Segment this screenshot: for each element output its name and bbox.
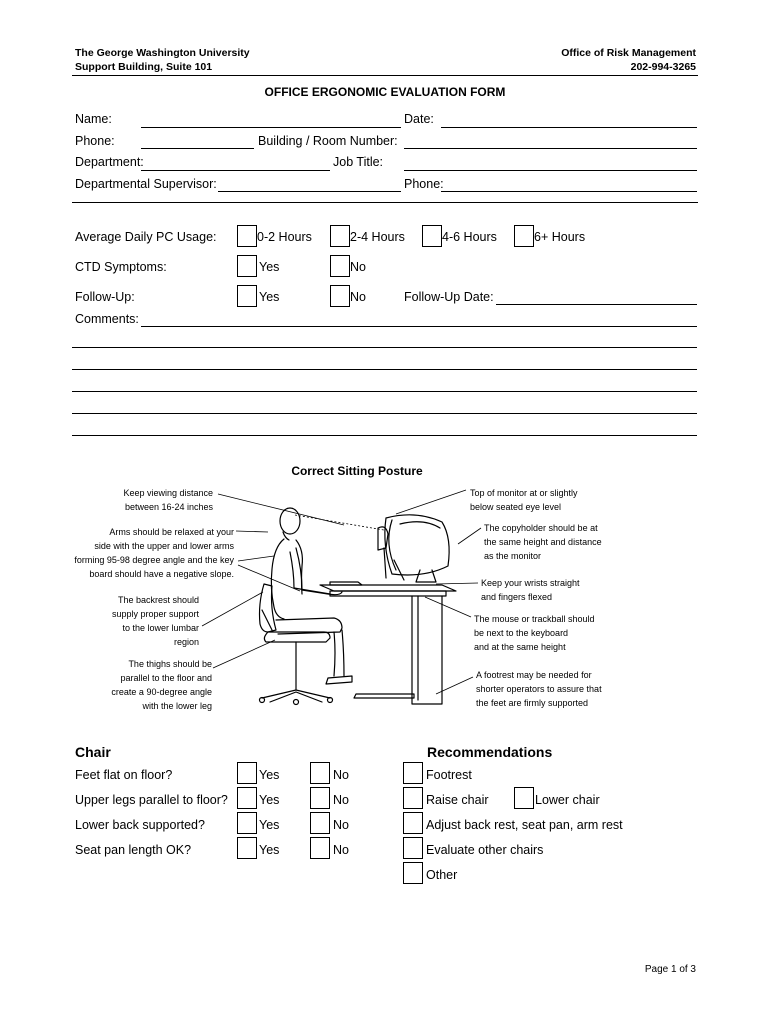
rec-lower-chair-label: Lower chair: [535, 793, 600, 807]
feet-no-label: No: [333, 768, 349, 782]
rec-footrest-checkbox[interactable]: [403, 762, 423, 784]
followup-no-label: No: [350, 290, 366, 304]
thighs-yes-checkbox[interactable]: [237, 787, 257, 809]
thighs-no-label: No: [333, 793, 349, 807]
rec-adjust-label: Adjust back rest, seat pan, arm rest: [426, 818, 623, 832]
thighs-yes-label: Yes: [259, 793, 280, 807]
chair-q-thighs-label: Upper legs parallel to floor?: [75, 793, 228, 807]
back-no-label: No: [333, 818, 349, 832]
chair-heading: Chair: [75, 744, 111, 760]
caption-monitor-top: Top of monitor at or slightly below seated eye level: [470, 488, 578, 512]
recommendations-heading: Recommendations: [427, 744, 553, 760]
chair-q-seatpan-label: Seat pan length OK?: [75, 843, 192, 857]
back-no-checkbox[interactable]: [310, 812, 330, 834]
caption-viewing-distance: Keep viewing distance between 16-24 inches: [123, 488, 213, 512]
usage-6plus-label: 6+ Hours: [534, 230, 586, 244]
rec-evaluate-label: Evaluate other chairs: [426, 843, 544, 857]
usage-2-4-label: 2-4 Hours: [350, 230, 405, 244]
rec-other-checkbox[interactable]: [403, 862, 423, 884]
usage-0-2-label: 0-2 Hours: [257, 230, 312, 244]
posture-title: Correct Sitting Posture: [291, 464, 423, 478]
comments-label: Comments:: [75, 312, 139, 326]
rec-footrest-label: Footrest: [426, 768, 472, 782]
supervisor-phone-label: Phone:: [404, 177, 444, 191]
rec-raise-chair-label: Raise chair: [426, 793, 489, 807]
seatpan-no-label: No: [333, 843, 349, 857]
office-name: Office of Risk Management: [561, 47, 696, 59]
seatpan-yes-label: Yes: [259, 843, 280, 857]
usage-4-6-label: 4-6 Hours: [442, 230, 497, 244]
office-phone: 202-994-3265: [630, 61, 696, 73]
rec-evaluate-checkbox[interactable]: [403, 837, 423, 859]
rec-adjust-checkbox[interactable]: [403, 812, 423, 834]
job-title-label: Job Title:: [333, 155, 384, 169]
caption-arms: Arms should be relaxed at your side with the upper and lower arms forming 95-98 degree angle and the key board should have a negative slope.: [74, 527, 234, 579]
phone-label: Phone:: [75, 134, 115, 148]
back-yes-label: Yes: [259, 818, 280, 832]
ctd-yes-label: Yes: [259, 260, 280, 274]
chair-q-feet-label: Feet flat on floor?: [75, 768, 173, 782]
ctd-label: CTD Symptoms:: [75, 260, 167, 274]
name-label: Name:: [75, 112, 112, 126]
seatpan-no-checkbox[interactable]: [310, 837, 330, 859]
pc-usage-label: Average Daily PC Usage:: [75, 230, 217, 244]
date-label: Date:: [404, 112, 434, 126]
caption-mouse: The mouse or trackball should be next to the keyboard and at the same height: [474, 614, 595, 652]
thighs-no-checkbox[interactable]: [310, 787, 330, 809]
ctd-no-label: No: [350, 260, 366, 274]
feet-no-checkbox[interactable]: [310, 762, 330, 784]
caption-copyholder: The copyholder should be at the same height and distance as the monitor: [484, 523, 602, 561]
caption-thighs: The thighs should be parallel to the floor and create a 90-degree angle with the lower leg: [111, 659, 212, 711]
back-yes-checkbox[interactable]: [237, 812, 257, 834]
form-title: OFFICE ERGONOMIC EVALUATION FORM: [264, 85, 506, 99]
rec-lower-chair-checkbox[interactable]: [514, 787, 534, 809]
building-address: Support Building, Suite 101: [75, 61, 213, 73]
rec-raise-chair-checkbox[interactable]: [403, 787, 423, 809]
feet-yes-checkbox[interactable]: [237, 762, 257, 784]
university-name: The George Washington University: [75, 47, 250, 59]
supervisor-label: Departmental Supervisor:: [75, 177, 217, 191]
rec-other-label: Other: [426, 868, 458, 882]
department-label: Department:: [75, 155, 144, 169]
feet-yes-label: Yes: [259, 768, 280, 782]
followup-yes-label: Yes: [259, 290, 280, 304]
followup-label: Follow-Up:: [75, 290, 135, 304]
caption-wrists: Keep your wrists straight and fingers flexed: [481, 578, 580, 602]
followup-date-label: Follow-Up Date:: [404, 290, 494, 304]
caption-backrest: The backrest should supply proper support to the lower lumbar region: [111, 595, 199, 647]
caption-footrest: A footrest may be needed for shorter operators to assure that the feet are firmly supported: [476, 670, 602, 708]
seatpan-yes-checkbox[interactable]: [237, 837, 257, 859]
building-room-label: Building / Room Number:: [258, 134, 398, 148]
chair-q-back-label: Lower back supported?: [75, 818, 205, 832]
page-number: Page 1 of 3: [644, 964, 696, 975]
